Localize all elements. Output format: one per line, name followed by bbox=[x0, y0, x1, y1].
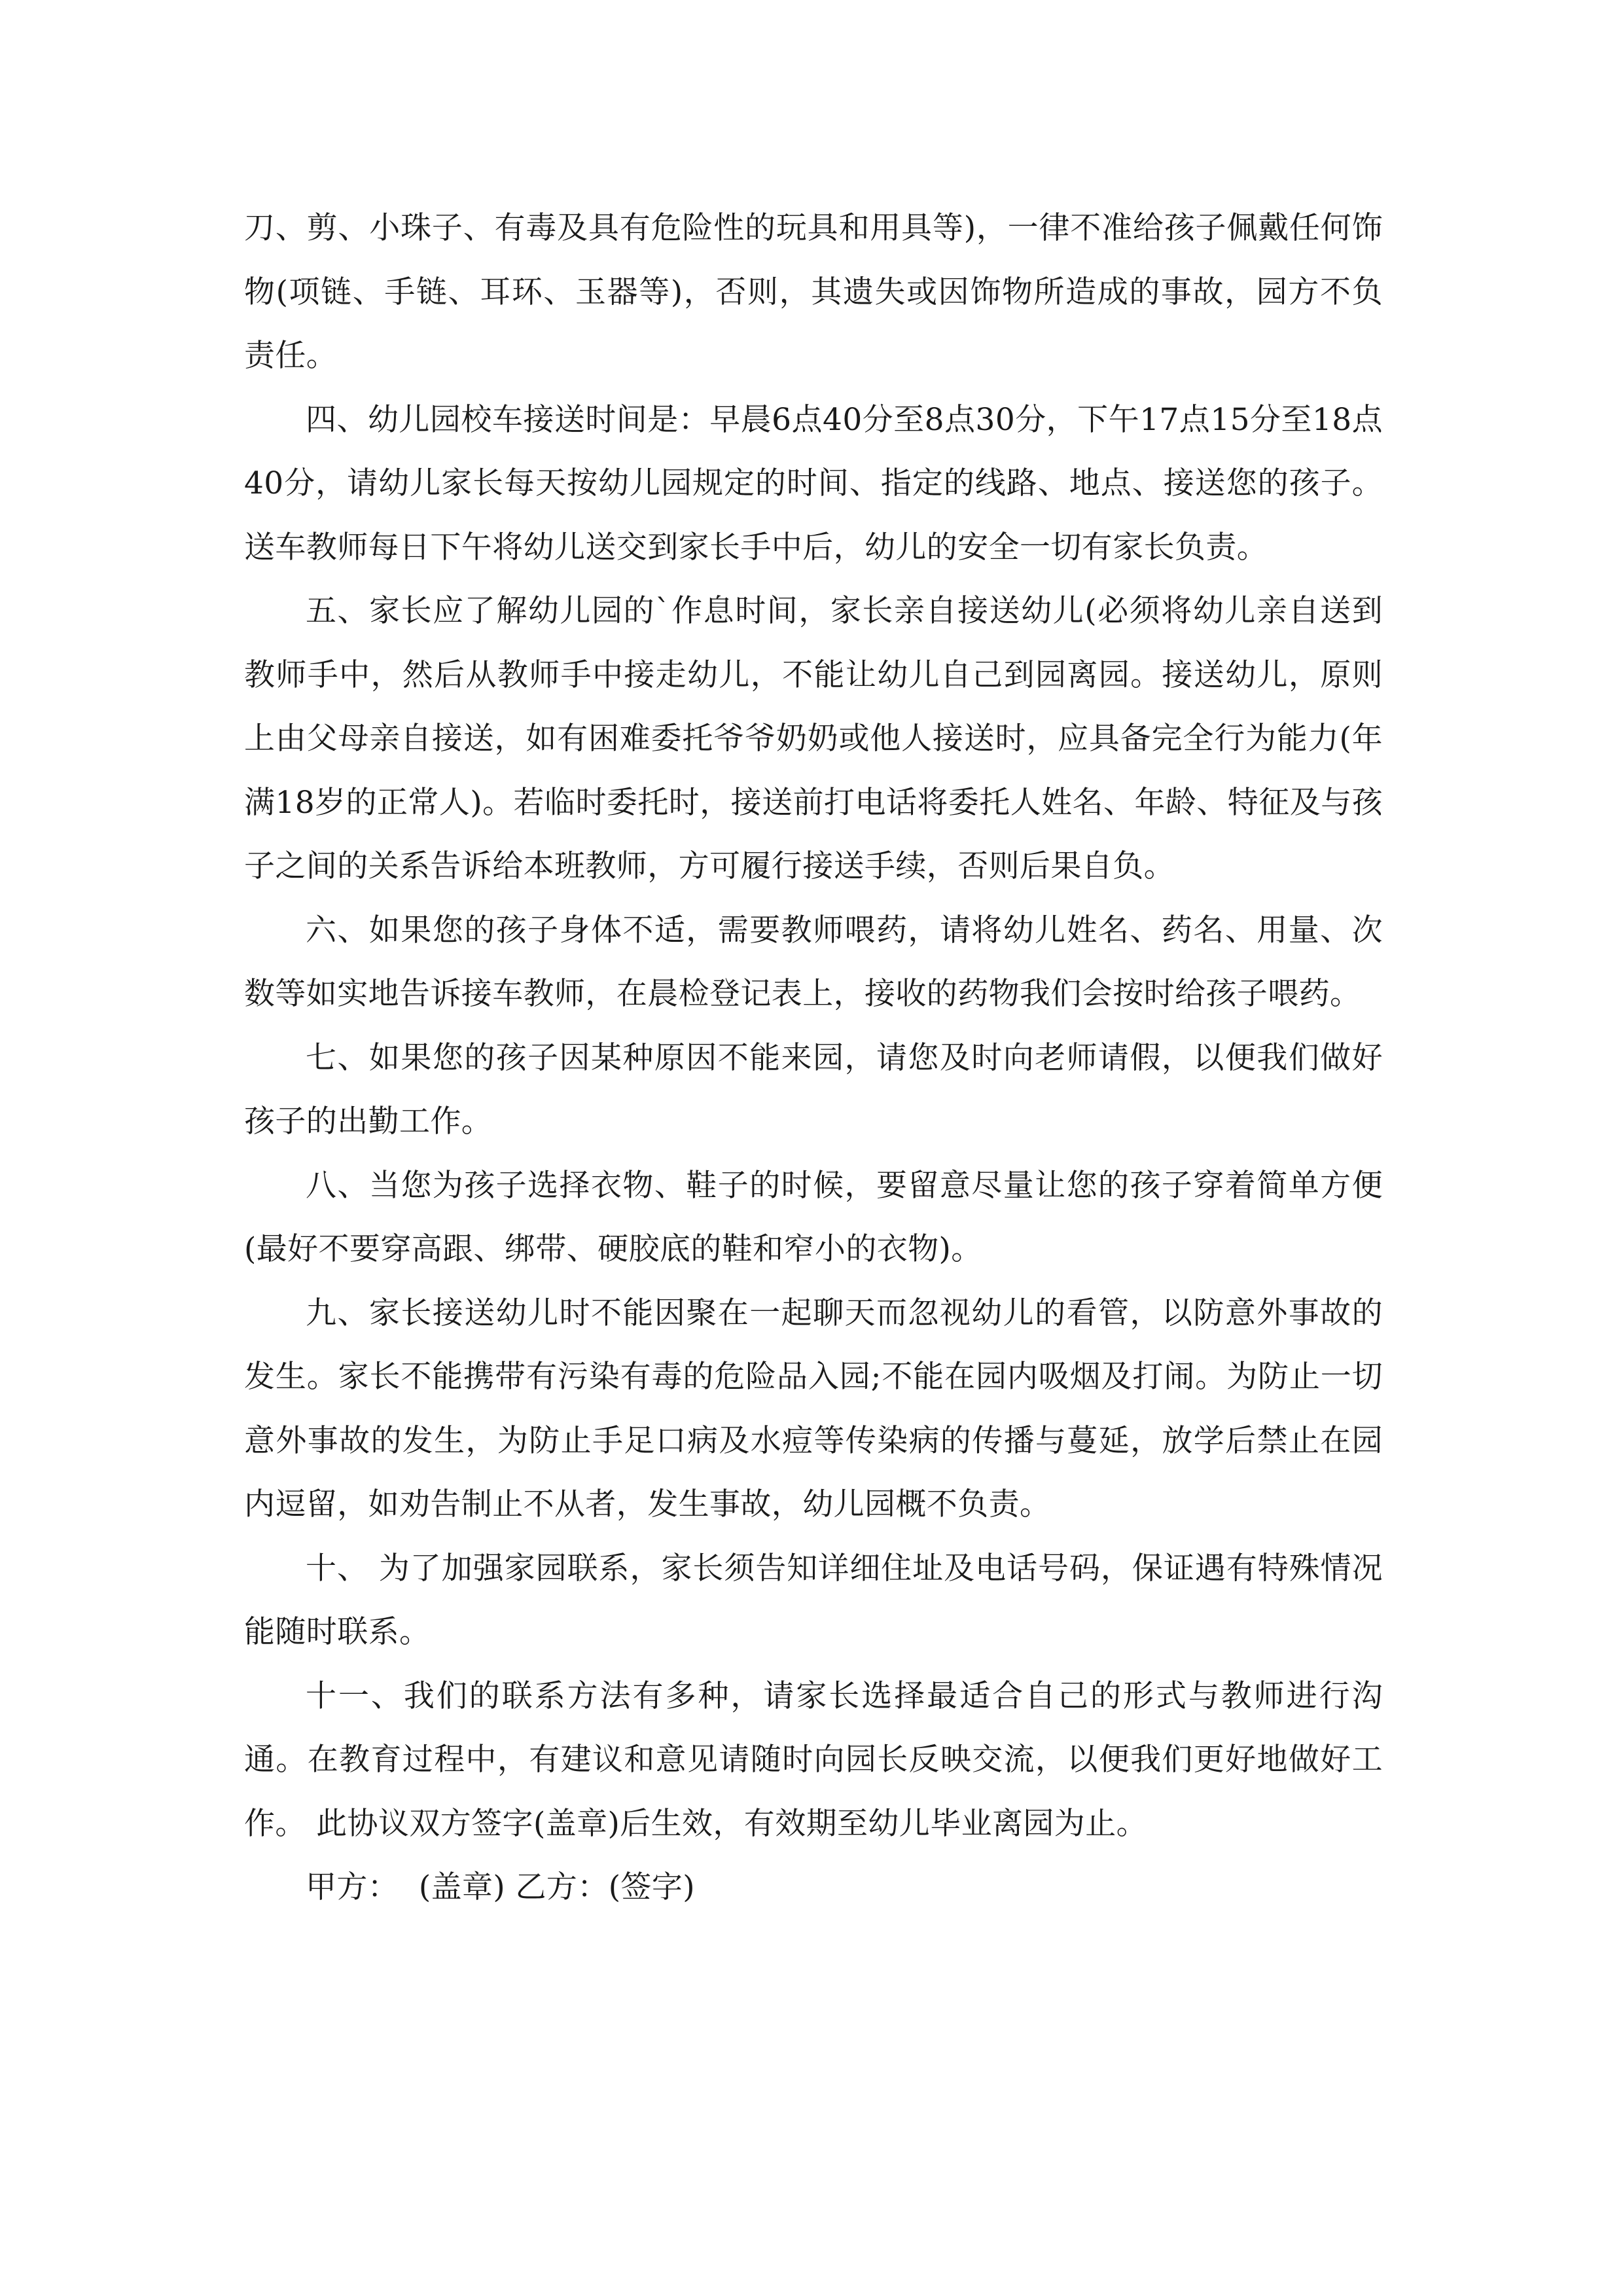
document-body bbox=[244, 196, 1383, 1920]
paragraph-continued: 刀、剪、小珠子、有毒及具有危险性的玩具和用具等)，一律不准给孩子佩戴任何饰物(项链、手链、耳环、玉器等)，否则，其遗失或因饰物所造成的事故，园方不负责任。 bbox=[244, 210, 1383, 374]
paragraph-10-contact-info: 十、 为了加强家园联系，家长须告知详细住址及电话号码，保证遇有特殊情况能随时联系。 bbox=[244, 1550, 1383, 1650]
paragraph-8-clothing: 八、当您为孩子选择衣物、鞋子的时候，要留意尽量让您的孩子穿着简单方便(最好不要穿高跟、绑带、硬胶底的鞋和窄小的衣物)。 bbox=[244, 1167, 1383, 1267]
paragraph-9-safety: 九、家长接送幼儿时不能因聚在一起聊天而忽视幼儿的看管，以防意外事故的发生。家长不能携带有污染有毒的危险品入园;不能在园内吸烟及打闹。为防止一切意外事故的发生，为防止手足口病及水痘等传染病的传播与蔓延，放学后禁止在园内逗留，如劝告制止不从者，发生事故，幼儿园概不负责。 bbox=[244, 1295, 1383, 1522]
paragraph-7-leave: 七、如果您的孩子因某种原因不能来园，请您及时向老师请假，以便我们做好孩子的出勤工作。 bbox=[244, 1039, 1383, 1139]
paragraph-6-medication: 六、如果您的孩子身体不适，需要教师喂药，请将幼儿姓名、药名、用量、次数等如实地告诉接车教师，在晨检登记表上，接收的药物我们会按时给孩子喂药。 bbox=[244, 912, 1383, 1012]
paragraph-5-pickup-rules: 五、家长应了解幼儿园的`作息时间，家长亲自接送幼儿(必须将幼儿亲自送到教师手中，然后从教师手中接走幼儿，不能让幼儿自己到园离园。接送幼儿，原则上由父母亲自接送，如有困难委托爷爷奶奶或他人接送时，应具备完全行为能力(年满18岁的正常人)。若临时委托时，接送前打电话将委托人姓名、年龄、特征及与孩子之间的关系告诉给本班教师，方可履行接送手续，否则后果自负。 bbox=[244, 593, 1383, 884]
paragraph-11-communication: 十一、我们的联系方法有多种，请家长选择最适合自己的形式与教师进行沟通。在教育过程中，有建议和意见请随时向园长反映交流，以便我们更好地做好工作。 此协议双方签字(盖章)后生效，有效期至幼儿毕业离园为止。 bbox=[244, 1677, 1383, 1842]
signature-line: 甲方： (盖章) 乙方：(签字) bbox=[306, 1869, 695, 1905]
paragraph-4-school-bus-times: 四、幼儿园校车接送时间是：早晨6点40分至8点30分，下午17点15分至18点40分，请幼儿家长每天按幼儿园规定的时间、指定的线路、地点、接送您的孩子。送车教师每日下午将幼儿送交到家长手中后，幼儿的安全一切有家长负责。 bbox=[244, 401, 1383, 565]
